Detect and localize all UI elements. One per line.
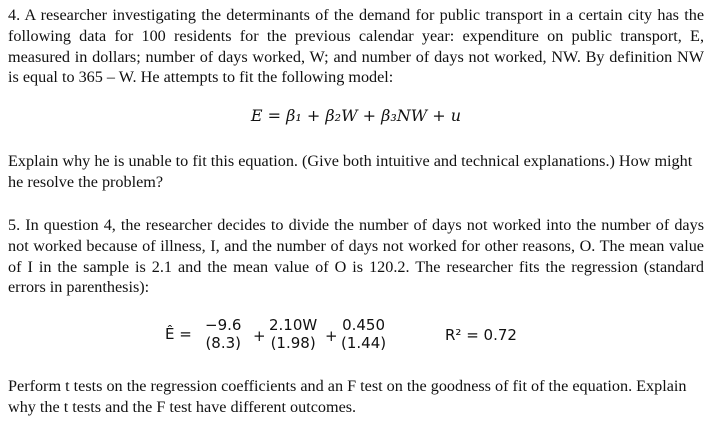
intercept-standard-error: (8.3): [205, 334, 241, 352]
w-coefficient: 2.10W: [269, 316, 318, 334]
intercept-value: −9.6: [205, 316, 242, 334]
r-squared: R² = 0.72: [445, 326, 517, 344]
plus-sign: +: [253, 327, 266, 345]
third-term: [341, 316, 386, 352]
equation-lhs: Ê =: [165, 325, 192, 343]
question-5-follow-up: Perform t tests on the regression coefficients and an F test on the goodness of fit of the equation. Explain why the t tests and the F test have different outcomes.: [8, 377, 687, 416]
intercept-term: [205, 316, 241, 352]
question-5-text: 5. In question 4, the researcher decides to divide the number of days not worked into the number of days not worked because of illness, I, and the number of days not worked for other reasons, O. The mean value of I in the sample is 2.1 and the mean value of O is 120.2. The researcher fits the regression (standard errors in parenthesis):: [8, 216, 704, 297]
question-4-text: 4. A researcher investigating the determinants of the demand for public transport in a certain city has the following data for 100 residents for the previous calendar year: expenditure on public transport, E, measured in dollars; number of days worked, W; and number of days not worked, NW. By definition NW is equal to 365 – W. He attempts to fit the following model:: [8, 6, 704, 87]
plus-sign: +: [325, 327, 338, 345]
third-standard-error: (1.44): [341, 334, 387, 352]
question-5-regression-equation: [165, 316, 565, 356]
third-coefficient: 0.450: [342, 316, 386, 334]
question-4-follow-up: Explain why he is unable to fit this equation. (Give both intuitive and technical explanations.) How might he resolve the problem?: [8, 152, 693, 191]
question-4-model-equation: E = β₁ + β₂W + β₃NW + u: [250, 106, 462, 125]
w-standard-error: (1.98): [270, 334, 316, 352]
w-term: [269, 316, 317, 352]
